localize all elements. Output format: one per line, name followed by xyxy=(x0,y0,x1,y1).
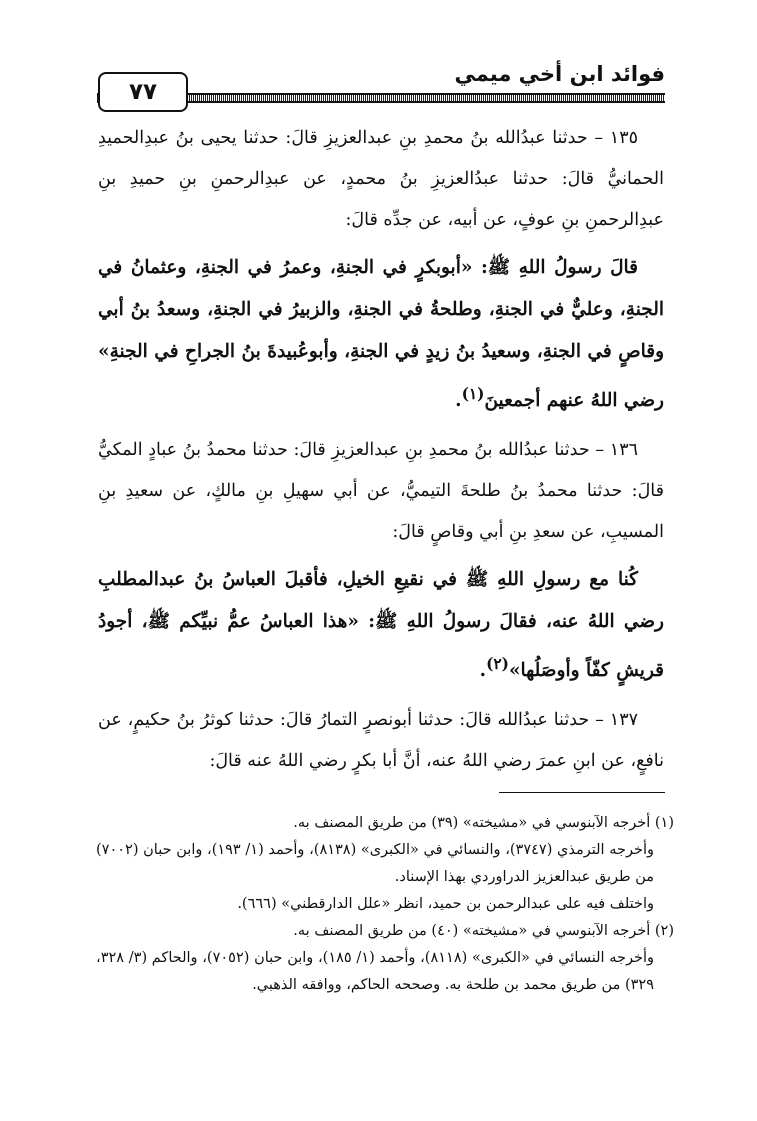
footnote-1-line-3: واختلف فيه على عبدالرحمن بن حميد، انظر «علل الدارقطني» (٦٦٦). xyxy=(237,896,654,912)
running-title: فوائد ابن أخي ميمي xyxy=(454,62,665,86)
footnote-separator xyxy=(499,792,665,793)
footnote-1-line-1: (١) أخرجه الآبنوسي في «مشيخته» (٣٩) من طريق المصنف به. xyxy=(293,815,674,831)
hadith-136-matn: كُنا مع رسولِ اللهِ ﷺ في نقيعِ الخيلِ، فأقبلَ العباسُ بنُ عبدالمطلبِ رضي اللهُ عنه، فقالَ رسولُ اللهِ ﷺ: «هذا العباسُ عمُّ نبيِّكم ﷺ، أجودُ قريشٍ كفّاً وأوصَلُها»$^{(٢)}$. xyxy=(98,569,664,682)
hadith-136-text: كُنا مع رسولِ اللهِ ﷺ في نقيعِ الخيلِ، فأقبلَ العباسُ بنُ عبدالمطلبِ رضي اللهُ عنه، فقالَ رسولُ اللهِ ﷺ: «هذا العباسُ عمُّ نبيِّكم ﷺ، أجودُ قريشٍ كفّاً وأوصَلُها» xyxy=(98,569,664,682)
footnote-ref-2: (٢) xyxy=(486,655,509,674)
footnote-ref-1: (١) xyxy=(461,385,485,403)
hadith-136-isnad: ١٣٦ – حدثنا عبدُالله بنُ محمدِ بنِ عبدالعزيزِ قالَ: حدثنا محمدُ بنُ عبادٍ المكيُّ قالَ: حدثنا محمدُ بنُ طلحةَ التيميُّ، عن أبي سهيلِ بنِ مالكٍ، عن سعيدِ بنِ المسيبِ، عن سعدِ بنِ أبي وقاصٍ قالَ: xyxy=(98,440,664,543)
page-number: ٧٧ xyxy=(128,79,158,105)
hadith-135-text: قالَ رسولُ اللهِ ﷺ: «أبوبكرٍ في الجنةِ، وعمرُ في الجنةِ، وعثمانُ في الجنةِ، وعليٌّ في الجنةِ، وطلحةُ في الجنةِ، والزبيرُ في الجنةِ، وسعدُ بنُ أبي وقاصٍ في الجنةِ، وسعيدُ بنُ زيدٍ في الجنةِ، وأبوعُبيدةَ بنُ الجراحِ في الجنةِ» رضي اللهُ عنهم أجمعينَ xyxy=(98,257,664,412)
hadith-135-isnad: ١٣٥ – حدثنا عبدُالله بنُ محمدِ بنِ عبدالعزيزِ قالَ: حدثنا يحيى بنُ عبدِالحميدِ الحمانيُّ قالَ: حدثنا عبدُالعزيزِ بنُ محمدٍ، عن عبدِالرحمنِ بنِ حميدِ بنِ عبدِالرحمنِ بنِ عوفٍ، عن أبيه، عن جدِّه قالَ: xyxy=(98,128,664,230)
hadith-135-matn: قالَ رسولُ اللهِ ﷺ: «أبوبكرٍ في الجنةِ، وعمرُ في الجنةِ، وعثمانُ في الجنةِ، وعليٌّ في الجنةِ، وطلحةُ في الجنةِ، والزبيرُ في الجنةِ، وسعدُ بنُ أبي وقاصٍ في الجنةِ، وسعيدُ بنُ زيدٍ في الجنةِ، وأبوعُبيدةَ بنُ الجراحِ في الجنةِ» رضي اللهُ عنهم أجمعينَ$^{(١)}$. xyxy=(98,257,664,412)
body-text xyxy=(98,118,664,788)
footnote-1-line-2: وأخرجه الترمذي (٣٧٤٧)، والنسائي في «الكبرى» (٨١٣٨)، وأحمد (١/ ١٩٣)، وابن حبان (٧٠٠٢) من طريق عبدالعزيز الدراوردي بهذا الإسناد. xyxy=(96,842,654,885)
footnote-2-line-1: (٢) أخرجه الآبنوسي في «مشيخته» (٤٠) من طريق المصنف به. xyxy=(293,923,674,939)
hadith-137-isnad: ١٣٧ – حدثنا عبدُالله قالَ: حدثنا أبونصرٍ التمارُ قالَ: حدثنا كوثرُ بنُ حكيمٍ، عن نافعٍ، عن ابنِ عمرَ رضي اللهُ عنه، أنَّ أبا بكرٍ رضي اللهُ عنه قالَ: xyxy=(98,710,664,772)
footnote-2-line-2: وأخرجه النسائي في «الكبرى» (٨١١٨)، وأحمد (١/ ١٨٥)، وابن حبان (٧٠٥٢)، والحاكم (٣/ ٣٢٨، ٣٢٩) من طريق محمد بن طلحة به. وصححه الحاكم، ووافقه الذهبي. xyxy=(96,950,654,993)
footnotes xyxy=(96,810,674,999)
page-number-box xyxy=(98,72,188,112)
